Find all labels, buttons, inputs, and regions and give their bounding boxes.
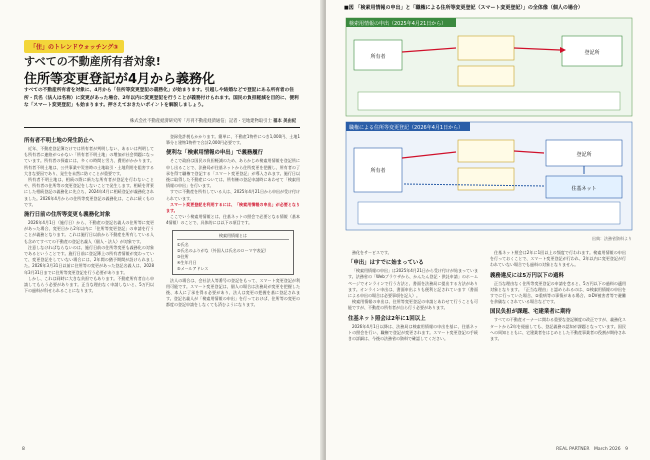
section-heading: 施行日前の住所等変更も義務化対象 — [24, 212, 111, 219]
box-item: ④生年月日 — [177, 259, 197, 265]
box-item: ①氏名 — [177, 241, 189, 247]
body-paragraph: 法人の場合は、会社法人等番号の登記をもって、スマート変更登記が利用可能です。スマート変更登記は、個人の場合は法務局が変更を把握した後、本人に了承を得る必要があり、法人は変更の把握を基に登記されます。登記名義人が「検索用情報の申出」を行っておけば、住所等の変更の都度の登記申請をしなくても済むようになります。 — [166, 277, 300, 308]
section-heading: 国民负担が課題、宅建業者に期待 — [490, 309, 571, 316]
body-paragraph: 所有者不明土地は、相続の際に新たな所有者が登記を行わないことや、所有者の住所等の変更登記をしないことで発生します。相続を背景にした相続登記の義務化に先立ち、2024年4月に相続登記が義務化されました。2026年4月からの住所等変更登記の義務化は、これに続くものです。 — [24, 177, 154, 207]
left-column-2 — [166, 134, 300, 446]
body-paragraph: 近年、不動産登記簿だけでは所有者が判明しない、あるいは判明しても所有者に連絡がつかない「所有者不明土地」の増加が社会問題になっています。所有者の探索には、多くの時間と労力、費用がかかります。所有者不明土地は、公共事業や災害時の土地取引・土地利用を阻害する大きな要因であり、発生を未然に防ぐことが重要です。 — [24, 146, 154, 176]
section-a-footnote — [358, 92, 620, 110]
diagram-source: 出典：法務省資料より — [592, 236, 632, 241]
section-heading: 義務違反には5万円以下の過料 — [490, 272, 564, 279]
body-paragraph: 「検索用情報の申出」は2025年4月21日から受け付けが始まっています。法務省の「Webブラウザから、かんたん登記・供託申請」のホームページでオンラインで行う方法と、書面を法務局に提出する方法があります。オンライン申出は、書面申出よりも便利と記されています（書面による申出の場合は必要事項を記入）。 — [348, 268, 478, 299]
section-a-label: 検索用情報の申出（2025年4月21日から） — [349, 21, 447, 27]
box-title: 検索用情報とは — [177, 233, 289, 240]
registration-flow-diagram — [340, 8, 638, 244]
jukinet-label: 住基ネット — [571, 186, 597, 192]
body-paragraph: ここでいう検索用情報とは、住基ネットの照会で必要となる情報（基本4情報）のことで、具体的には以下の項目です。 — [166, 214, 300, 226]
note-box-b — [458, 66, 514, 86]
body-paragraph: 2026年4月1日（施行日）から、不動産の登記名義人の住所等に変更があった場合、変更日から2年以内に「住所等変更登記」の申請を行うことが義務となります。これは施行日以前から不動産を所有している人も含めてすべての不動産の登記名義人（個人・法人）が対象です。 — [24, 220, 154, 244]
author-byline — [130, 118, 296, 124]
registry-label-b: 登記所 — [576, 152, 592, 158]
body-paragraph: 正当な理由なく住所等変更登記の申請を怠ると、5万円以下の過料の適用対象となります。「正当な理由」と認められるのは、①検索用情報の申出をすでに行っていた場合、②重病等の事情がある場合、③DV被害者等で避難を余儀なくされている場合などです。 — [490, 280, 626, 305]
right-column-1 — [348, 250, 478, 446]
section-heading: 所有者不明土地の発生防止へ — [24, 138, 95, 144]
highlight-paragraph: スマート変更登記を利用するには、「検索用情報の申出」が必要となります。 — [166, 201, 300, 214]
box-item: ③住所 — [177, 253, 189, 259]
body-paragraph: そこで政府は国民の負担軽減のため、あらかじめ検索用情報を登記所に申し出ることで、法務局が住基ネットから住所変更を把握し、所有者の了承を得て職権で登記する「スマート変更登記」が導入されます。施行日以後に取得した不動産については、所有権の登記申請時にあわせて「検索用情報の申出」を行います。 — [166, 158, 300, 189]
right-column-2 — [490, 250, 626, 446]
left-column-1 — [24, 134, 154, 446]
right-page — [326, 0, 650, 460]
note-box-c — [458, 140, 514, 162]
body-paragraph: すでに不動産を所有している人は、2025年4月21日から申出が受け付けられています。 — [166, 189, 300, 201]
registry-label-a: 登記所 — [584, 50, 600, 56]
title-divider — [24, 127, 300, 128]
author-name: 福本 美由紀 — [273, 119, 297, 124]
note-box-a — [458, 36, 514, 60]
search-info-box — [172, 230, 294, 275]
body-paragraph: 登録免許税もかかります。簡単に、不動産1物件につき1,000円、土地1筆分と建物1物件で合計2,000円必要です。 — [166, 134, 300, 146]
note-box-d — [458, 168, 514, 190]
page-footer: REAL PARTNER March 2026 9 — [556, 447, 628, 452]
body-paragraph: 務化をサービスです。 — [352, 250, 392, 255]
section-heading: 便利な「検索用情報の申出」で義務履行 — [166, 150, 264, 157]
page-number: 8 — [22, 447, 25, 452]
body-paragraph: 検索用情報の申出は、住所等変更登記の申請とあわせて行うことも可能ですが、不動産の所有者が自ら行う必要があります。 — [348, 299, 478, 311]
author-org: 株式会社不動産経済研究所「月刊不動産経済通信」記者・宅地建物取引士 — [130, 119, 272, 124]
article-lead: すべての不動産所有者を対象に、4月から「住所等変更登記の義務化」が始まります。引越しや結婚などで登記にある所有者の住所・氏名（法人は名称）に変更があった場合、2年以内に変更登記を行うことが義務付けられます。国民の負担軽減を目的に、便利な「スマート変更登記」も始まります。押さえておきたいポイントを解説しましょう。 — [24, 88, 299, 108]
left-page — [0, 0, 324, 460]
article-title: 住所等変更登記が4月から義務化 — [24, 72, 216, 87]
body-paragraph: しかし、これは同時に大きな負担でもあります。不動産所有者自ら申請してもらう必要があります。正当な理由なく申請しないと、5万円以下の過料が科せられることになります。 — [24, 275, 154, 294]
body-paragraph: 注意しなければならないのは、施行日前の住所等変更も義務化の対象であるということです。施行日前に登記簿上の所有者情報が変わっていて、変更登記をしていない場合には、2年間の猶予期間が設けられました。2026年3月31日以前に住所等の変更があった登記名義人は、2028年3月31日までに住所等変更登記を行う必要があります。 — [24, 244, 154, 275]
section-heading: 住基ネット照会は2年に1回以上 — [348, 315, 426, 322]
body-paragraph: 住基ネット照会は2年に1回以上の頻度で行われます。検索用情報の申出を行っておくことで、スマート変更登記が行われ、2年以内に変更登記が行われていない場合でも過料の対象となりません。 — [490, 250, 626, 268]
body-paragraph: 2026年4月1日以降は、法務局は検索用情報の申出を基に、住基ネットの照会を行い、職権で登記が変更されます。スマート変更登記の手続きの詳細は、今後の法務省の資料で確認してください。 — [348, 323, 478, 342]
section-b-label: 職権による住所等変更登記（2026年4月1日から） — [349, 125, 464, 131]
article-subtitle: すべての不動産所有者対象! — [24, 55, 161, 68]
box-item: ⑤メールアドレス — [177, 265, 209, 271]
diagram-title: ■図 「検索用情報の申出」と「職権による住所等変更登記（スマート変更登記）」の全体像（個人の場合） — [344, 5, 583, 11]
owner-label-b: 所有者 — [370, 168, 386, 174]
section-heading: 「申出」はすでに始まっている — [348, 260, 424, 267]
owner-label-a: 所有者 — [370, 54, 386, 60]
box-item: ②氏名のふりがな（外国人は氏名のローマ字表記） — [177, 247, 269, 253]
section-b-footnote — [358, 202, 620, 224]
body-paragraph: すべての不動産オーナーに関わる重要な登記制度の改正ですが、義務化スタートから2年を経過しても、登記義務の認知が課題となっています。国民への周知とともに、宅建業者をはじめとした不動産事業者の役割が期待されます。 — [490, 317, 626, 342]
series-tag: 「住」のトレンドウォッチング③ — [24, 40, 124, 53]
